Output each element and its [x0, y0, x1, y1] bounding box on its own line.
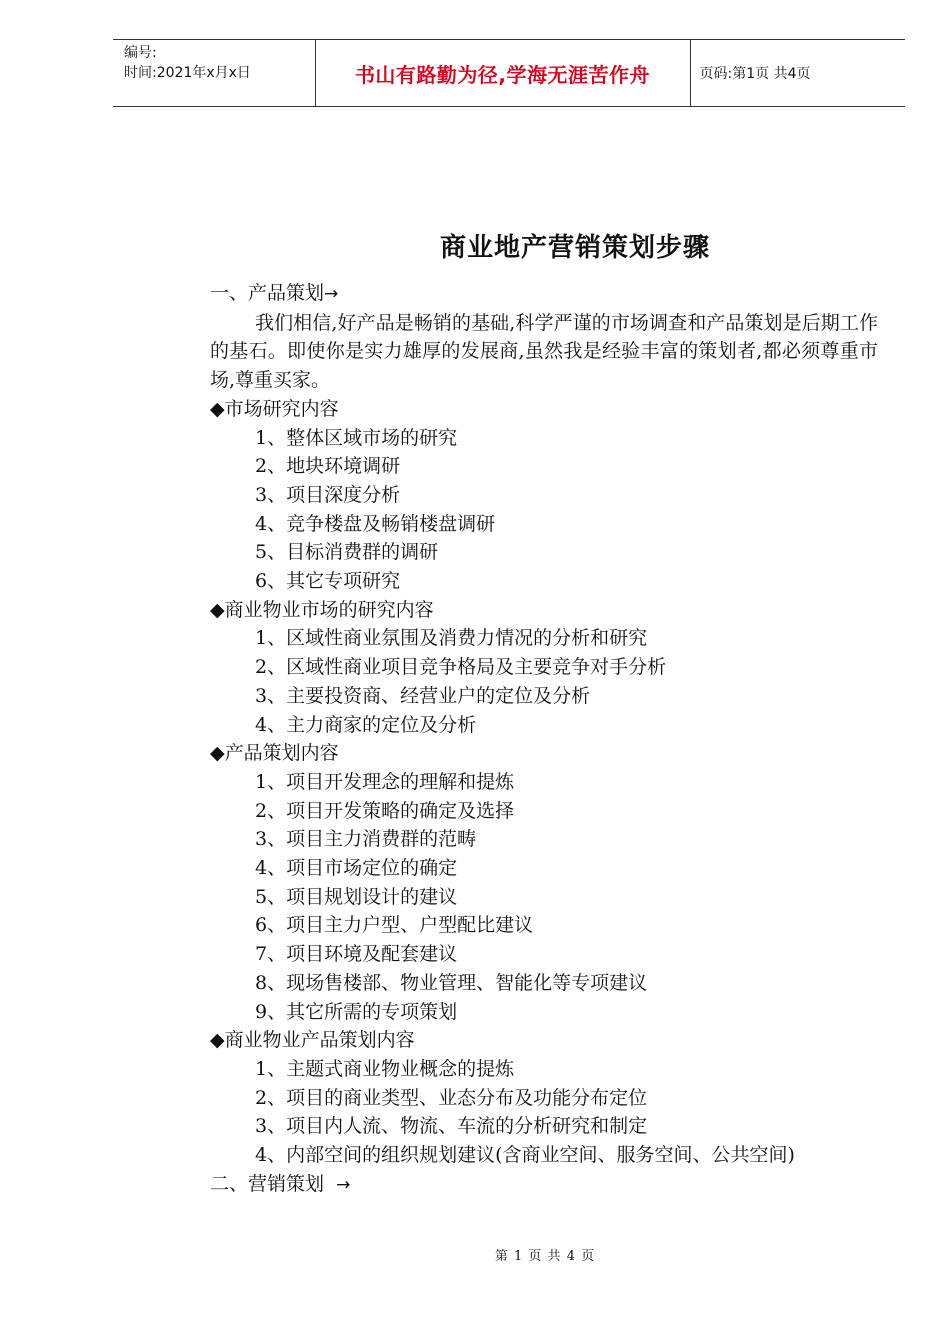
list-item: 1、主题式商业物业概念的提炼 — [255, 1057, 515, 1080]
header-motto: 书山有路勤为径,学海无涯苦作舟 — [315, 40, 690, 107]
list-item: 1、整体区域市场的研究 — [255, 426, 458, 449]
list-item: 7、项目环境及配套建议 — [255, 943, 458, 966]
list-item: 6、项目主力户型、户型配比建议 — [255, 914, 534, 937]
group-heading-commercial-market: ◆商业物业市场的研究内容 — [210, 598, 434, 621]
list-item: 4、项目市场定位的确定 — [255, 857, 458, 880]
header-meta-cell — [113, 40, 315, 107]
list-item: 8、现场售楼部、物业管理、智能化等专项建议 — [255, 971, 648, 994]
document-body — [210, 279, 878, 1200]
list-item: 5、目标消费群的调研 — [255, 541, 439, 564]
header-page-label: 页码:第1页 共4页 — [690, 40, 905, 107]
list-item: 1、区域性商业氛围及消费力情况的分析和研究 — [255, 627, 648, 650]
list-item: 2、项目开发策略的确定及选择 — [255, 799, 515, 822]
list-item: 1、项目开发理念的理解和提炼 — [255, 770, 515, 793]
list-item: 5、项目规划设计的建议 — [255, 885, 458, 908]
list-item: 9、其它所需的专项策划 — [255, 1000, 458, 1023]
list-item: 3、项目深度分析 — [255, 483, 401, 506]
document-title: 商业地产营销策划步骤 — [439, 233, 710, 263]
list-item: 4、主力商家的定位及分析 — [255, 713, 477, 736]
header-table — [113, 39, 905, 107]
list-item: 4、竞争楼盘及畅销楼盘调研 — [255, 512, 496, 535]
list-item: 2、地块环境调研 — [255, 455, 401, 478]
arrow-icon: → — [324, 284, 339, 304]
group-heading-market-research: ◆市场研究内容 — [210, 397, 339, 420]
list-item: 2、项目的商业类型、业态分布及功能分布定位 — [255, 1086, 648, 1109]
list-item: 3、项目主力消费群的范畴 — [255, 828, 477, 851]
list-item: 6、其它专项研究 — [255, 570, 401, 593]
page-footer: 第 1 页 共 4 页 — [494, 1249, 596, 1264]
group-heading-commercial-product: ◆商业物业产品策划内容 — [210, 1029, 415, 1052]
serial-label: 编号: — [124, 45, 157, 61]
section-heading-marketing-planning: 二、营销策划 → — [210, 1172, 351, 1195]
intro-paragraph: 我们相信,好产品是畅销的基础,科学严谨的市场调查和产品策划是后期工作的基石。即使你是实力雄厚的发展商,虽然我是经验丰富的策划者,都必须尊重市场,尊重买家。 — [210, 311, 878, 392]
arrow-icon: → — [336, 1174, 351, 1195]
section-heading-product-planning: 一、产品策划→ — [210, 282, 339, 304]
group-heading-product-planning-content: ◆产品策划内容 — [210, 742, 339, 765]
list-item: 3、主要投资商、经营业户的定位及分析 — [255, 684, 591, 707]
list-item: 3、项目内人流、物流、车流的分析研究和制定 — [255, 1115, 648, 1138]
time-label: 时间:2021年x月x日 — [124, 65, 251, 81]
list-item: 2、区域性商业项目竞争格局及主要竞争对手分析 — [255, 656, 667, 679]
list-item-wrapped: 4、内部空间的组织规划建议(含商业空间、服务空间、公共空间) — [255, 1144, 795, 1167]
